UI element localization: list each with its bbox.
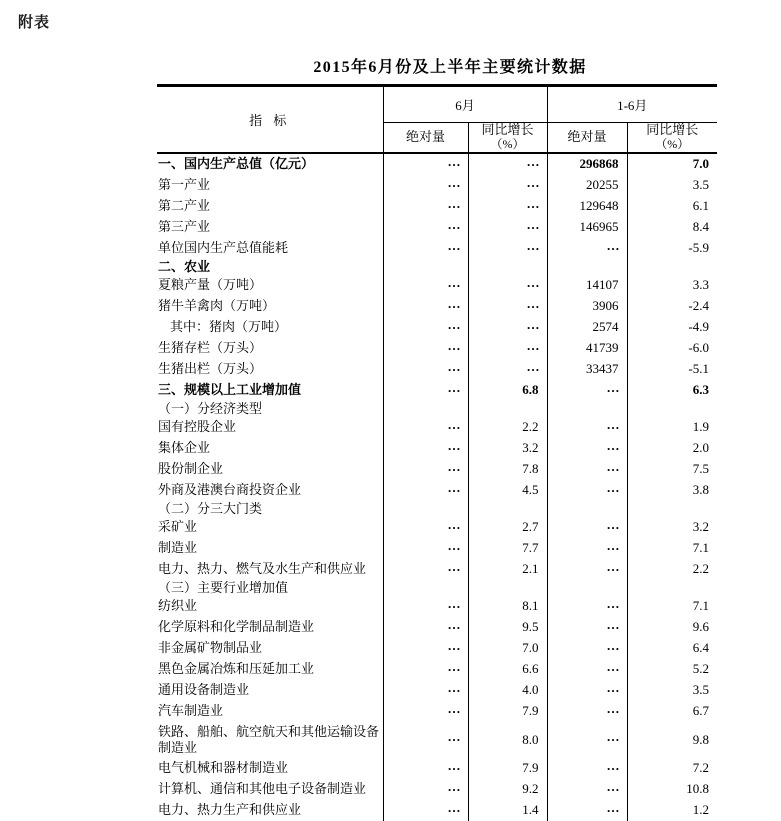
- june-absolute-cell: …: [383, 617, 468, 638]
- half-absolute-cell: 14107: [547, 275, 627, 296]
- half-absolute-cell: 41739: [547, 338, 627, 359]
- table-row: [157, 417, 717, 438]
- header-row-groups: [157, 86, 717, 123]
- half-yoy-cell: 1.9: [692, 419, 710, 434]
- june-absolute-cell: …: [383, 275, 468, 296]
- june-absolute-cell: [383, 501, 468, 517]
- half-absolute-cell: 2574: [547, 317, 627, 338]
- table-row: [157, 538, 717, 559]
- table-row: [157, 175, 717, 196]
- indicator-cell: 汽车制造业: [157, 701, 383, 722]
- half-absolute-cell: …: [547, 417, 627, 438]
- indicator-cell: 第一产业: [157, 175, 383, 196]
- june-absolute-cell: …: [383, 238, 468, 259]
- june-absolute-cell: …: [383, 175, 468, 196]
- table-row: [157, 153, 717, 175]
- half-absolute-cell: …: [547, 596, 627, 617]
- yoy-unit-label: （%）: [655, 137, 690, 152]
- half-absolute-cell: …: [547, 480, 627, 501]
- half-yoy-cell: 3.8: [692, 482, 710, 497]
- half-yoy-cell: 3.2: [692, 519, 710, 534]
- half-yoy-cell: [627, 259, 717, 275]
- table-row: [157, 517, 717, 538]
- indicator-cell: 生猪出栏（万头）: [157, 359, 383, 380]
- june-yoy-cell: …: [468, 238, 547, 259]
- header-june-absolute: 绝对量: [383, 123, 468, 153]
- june-yoy-cell: [468, 401, 547, 417]
- june-yoy-cell: 8.1: [468, 596, 547, 617]
- june-yoy-cell: …: [468, 217, 547, 238]
- half-yoy-cell: 2.0: [692, 440, 710, 455]
- table-row: [157, 638, 717, 659]
- table-row: [157, 338, 717, 359]
- half-yoy-cell: 7.2: [692, 760, 710, 775]
- indicator-cell: 夏粮产量（万吨）: [157, 275, 383, 296]
- june-yoy-cell: [468, 580, 547, 596]
- june-absolute-cell: …: [383, 559, 468, 580]
- june-yoy-cell: 4.5: [468, 480, 547, 501]
- june-yoy-cell: 2.7: [468, 517, 547, 538]
- half-absolute-cell: …: [547, 638, 627, 659]
- half-yoy-cell: 7.1: [692, 540, 710, 555]
- header-indicator: 指 标: [157, 86, 383, 153]
- indicator-cell: 生猪存栏（万头）: [157, 338, 383, 359]
- table-row: [157, 779, 717, 800]
- half-yoy-cell: 1.2: [692, 802, 710, 817]
- indicator-cell: 股份制企业: [157, 459, 383, 480]
- half-absolute-cell: [547, 401, 627, 417]
- half-absolute-cell: 146965: [547, 217, 627, 238]
- june-absolute-cell: …: [383, 758, 468, 779]
- indicator-cell: 电气机械和器材制造业: [157, 758, 383, 779]
- half-yoy-cell: 7.5: [692, 461, 710, 476]
- half-yoy-cell: 6.7: [692, 703, 710, 718]
- half-yoy-cell: [627, 401, 717, 417]
- half-absolute-cell: …: [547, 758, 627, 779]
- half-absolute-cell: [547, 259, 627, 275]
- june-absolute-cell: …: [383, 438, 468, 459]
- june-yoy-cell: …: [468, 196, 547, 217]
- half-yoy-cell: 9.6: [692, 619, 710, 634]
- june-yoy-cell: …: [468, 275, 547, 296]
- indicator-cell: 非金属矿物制品业: [157, 638, 383, 659]
- indicator-cell: 三、规模以上工业增加值: [157, 380, 383, 401]
- june-absolute-cell: …: [383, 359, 468, 380]
- indicator-cell: 计算机、通信和其他电子设备制造业: [157, 779, 383, 800]
- table-row: [157, 800, 717, 821]
- table-row: [157, 296, 717, 317]
- june-yoy-cell: …: [468, 296, 547, 317]
- half-absolute-cell: …: [547, 538, 627, 559]
- june-yoy-cell: 6.8: [468, 380, 547, 401]
- half-yoy-cell: 2.2: [692, 561, 710, 576]
- june-yoy-cell: 3.2: [468, 438, 547, 459]
- half-absolute-cell: …: [547, 800, 627, 821]
- table-row: [157, 217, 717, 238]
- yoy-label: 同比增长: [646, 122, 699, 138]
- june-absolute-cell: …: [383, 217, 468, 238]
- indicator-cell: 电力、热力生产和供应业: [157, 800, 383, 821]
- june-yoy-cell: 6.6: [468, 659, 547, 680]
- half-yoy-cell: 6.3: [692, 382, 710, 397]
- half-absolute-cell: …: [547, 459, 627, 480]
- half-absolute-cell: [547, 501, 627, 517]
- half-absolute-cell: …: [547, 722, 627, 758]
- table-row: [157, 380, 717, 401]
- june-yoy-cell: 7.9: [468, 758, 547, 779]
- june-absolute-cell: …: [383, 596, 468, 617]
- june-yoy-cell: …: [468, 317, 547, 338]
- table-row: [157, 317, 717, 338]
- half-yoy-cell: -4.9: [688, 319, 710, 334]
- table-row: [157, 480, 717, 501]
- half-absolute-cell: [547, 580, 627, 596]
- indicator-cell: 集体企业: [157, 438, 383, 459]
- table-row: [157, 659, 717, 680]
- indicator-cell: 第二产业: [157, 196, 383, 217]
- june-yoy-cell: 7.0: [468, 638, 547, 659]
- table-row: [157, 559, 717, 580]
- half-absolute-cell: …: [547, 438, 627, 459]
- indicator-cell: 其中：猪肉（万吨）: [157, 317, 383, 338]
- indicator-cell: 黑色金属冶炼和压延加工业: [157, 659, 383, 680]
- stats-table-body: [157, 153, 717, 821]
- june-yoy-cell: …: [468, 338, 547, 359]
- indicator-cell: 铁路、船舶、航空航天和其他运输设备制造业: [157, 722, 383, 758]
- indicator-cell: 一、国内生产总值（亿元）: [157, 153, 383, 175]
- header-june-yoy: [468, 123, 547, 153]
- june-yoy-cell: 8.0: [468, 722, 547, 758]
- june-absolute-cell: …: [383, 338, 468, 359]
- table-row: [157, 401, 717, 417]
- june-absolute-cell: …: [383, 153, 468, 175]
- june-absolute-cell: …: [383, 722, 468, 758]
- june-yoy-cell: 9.5: [468, 617, 547, 638]
- table-row: [157, 680, 717, 701]
- stats-table: [157, 84, 717, 821]
- june-absolute-cell: [383, 259, 468, 275]
- half-yoy-cell: 7.1: [692, 598, 710, 613]
- indicator-cell: 制造业: [157, 538, 383, 559]
- half-absolute-cell: 33437: [547, 359, 627, 380]
- table-row: [157, 701, 717, 722]
- half-absolute-cell: …: [547, 617, 627, 638]
- june-yoy-cell: …: [468, 359, 547, 380]
- half-yoy-cell: -6.0: [688, 340, 710, 355]
- indicator-cell: 采矿业: [157, 517, 383, 538]
- yoy-label: 同比增长: [481, 122, 534, 138]
- indicator-cell: 单位国内生产总值能耗: [157, 238, 383, 259]
- june-absolute-cell: …: [383, 480, 468, 501]
- table-row: [157, 238, 717, 259]
- header-half-absolute: 绝对量: [547, 123, 627, 153]
- half-yoy-cell: 3.3: [692, 277, 710, 292]
- june-absolute-cell: …: [383, 317, 468, 338]
- half-yoy-cell: 6.1: [692, 198, 710, 213]
- half-yoy-cell: -2.4: [688, 298, 710, 313]
- table-row: [157, 617, 717, 638]
- indicator-cell: （二）分三大门类: [157, 501, 383, 517]
- table-row: [157, 758, 717, 779]
- half-absolute-cell: 3906: [547, 296, 627, 317]
- june-absolute-cell: …: [383, 659, 468, 680]
- header-june-group: 6月: [383, 86, 547, 123]
- half-absolute-cell: …: [547, 238, 627, 259]
- half-absolute-cell: …: [547, 680, 627, 701]
- june-absolute-cell: …: [383, 800, 468, 821]
- table-row: [157, 196, 717, 217]
- half-yoy-cell: 7.0: [692, 156, 710, 171]
- indicator-cell: 第三产业: [157, 217, 383, 238]
- half-yoy-cell: -5.1: [688, 361, 710, 376]
- indicator-cell: （三）主要行业增加值: [157, 580, 383, 596]
- half-yoy-cell: 8.4: [692, 219, 710, 234]
- june-yoy-cell: 4.0: [468, 680, 547, 701]
- june-yoy-cell: 7.7: [468, 538, 547, 559]
- half-yoy-cell: [627, 580, 717, 596]
- june-absolute-cell: …: [383, 459, 468, 480]
- table-row: [157, 501, 717, 517]
- header-jan-jun-group: 1-6月: [547, 86, 717, 123]
- june-yoy-cell: 2.2: [468, 417, 547, 438]
- indicator-cell: 化学原料和化学制品制造业: [157, 617, 383, 638]
- june-absolute-cell: …: [383, 380, 468, 401]
- june-yoy-cell: 7.8: [468, 459, 547, 480]
- june-absolute-cell: [383, 580, 468, 596]
- indicator-cell: （一）分经济类型: [157, 401, 383, 417]
- indicator-cell: 猪牛羊禽肉（万吨）: [157, 296, 383, 317]
- june-absolute-cell: [383, 401, 468, 417]
- half-yoy-cell: 6.4: [692, 640, 710, 655]
- table-row: [157, 722, 717, 758]
- june-yoy-cell: [468, 501, 547, 517]
- june-absolute-cell: …: [383, 296, 468, 317]
- half-yoy-cell: 9.8: [692, 731, 710, 747]
- indicator-cell: 电力、热力、燃气及水生产和供应业: [157, 559, 383, 580]
- half-absolute-cell: …: [547, 659, 627, 680]
- indicator-cell: 外商及港澳台商投资企业: [157, 480, 383, 501]
- june-absolute-cell: …: [383, 779, 468, 800]
- half-yoy-cell: -5.9: [688, 240, 710, 255]
- table-row: [157, 275, 717, 296]
- half-absolute-cell: …: [547, 701, 627, 722]
- table-row: [157, 359, 717, 380]
- table-row: [157, 259, 717, 275]
- half-yoy-cell: 5.2: [692, 661, 710, 676]
- june-yoy-cell: 9.2: [468, 779, 547, 800]
- june-absolute-cell: …: [383, 517, 468, 538]
- june-absolute-cell: …: [383, 196, 468, 217]
- half-yoy-cell: 10.8: [686, 781, 710, 796]
- half-absolute-cell: 129648: [547, 196, 627, 217]
- table-row: [157, 596, 717, 617]
- half-absolute-cell: 20255: [547, 175, 627, 196]
- half-absolute-cell: …: [547, 380, 627, 401]
- half-yoy-cell: 3.5: [692, 177, 710, 192]
- june-yoy-cell: 7.9: [468, 701, 547, 722]
- june-absolute-cell: …: [383, 638, 468, 659]
- june-yoy-cell: 2.1: [468, 559, 547, 580]
- indicator-cell: 纺织业: [157, 596, 383, 617]
- june-absolute-cell: …: [383, 538, 468, 559]
- table-row: [157, 438, 717, 459]
- table-title: 2015年6月份及上半年主要统计数据: [313, 59, 587, 76]
- june-absolute-cell: …: [383, 680, 468, 701]
- june-yoy-cell: …: [468, 175, 547, 196]
- half-absolute-cell: …: [547, 517, 627, 538]
- june-yoy-cell: …: [468, 153, 547, 175]
- half-absolute-cell: …: [547, 779, 627, 800]
- june-yoy-cell: [468, 259, 547, 275]
- yoy-unit-label: （%）: [490, 137, 525, 152]
- indicator-cell: 通用设备制造业: [157, 680, 383, 701]
- table-row: [157, 459, 717, 480]
- table-row: [157, 580, 717, 596]
- half-yoy-cell: [627, 501, 717, 517]
- june-absolute-cell: …: [383, 701, 468, 722]
- appendix-label: 附表: [18, 14, 51, 31]
- indicator-cell: 二、农业: [157, 259, 383, 275]
- header-half-yoy: [627, 123, 717, 153]
- half-absolute-cell: …: [547, 559, 627, 580]
- half-absolute-cell: 296868: [547, 153, 627, 175]
- stats-table-container: [157, 56, 717, 821]
- indicator-cell: 国有控股企业: [157, 417, 383, 438]
- table-header: [157, 86, 717, 153]
- half-yoy-cell: 3.5: [692, 682, 710, 697]
- june-absolute-cell: …: [383, 417, 468, 438]
- june-yoy-cell: 1.4: [468, 800, 547, 821]
